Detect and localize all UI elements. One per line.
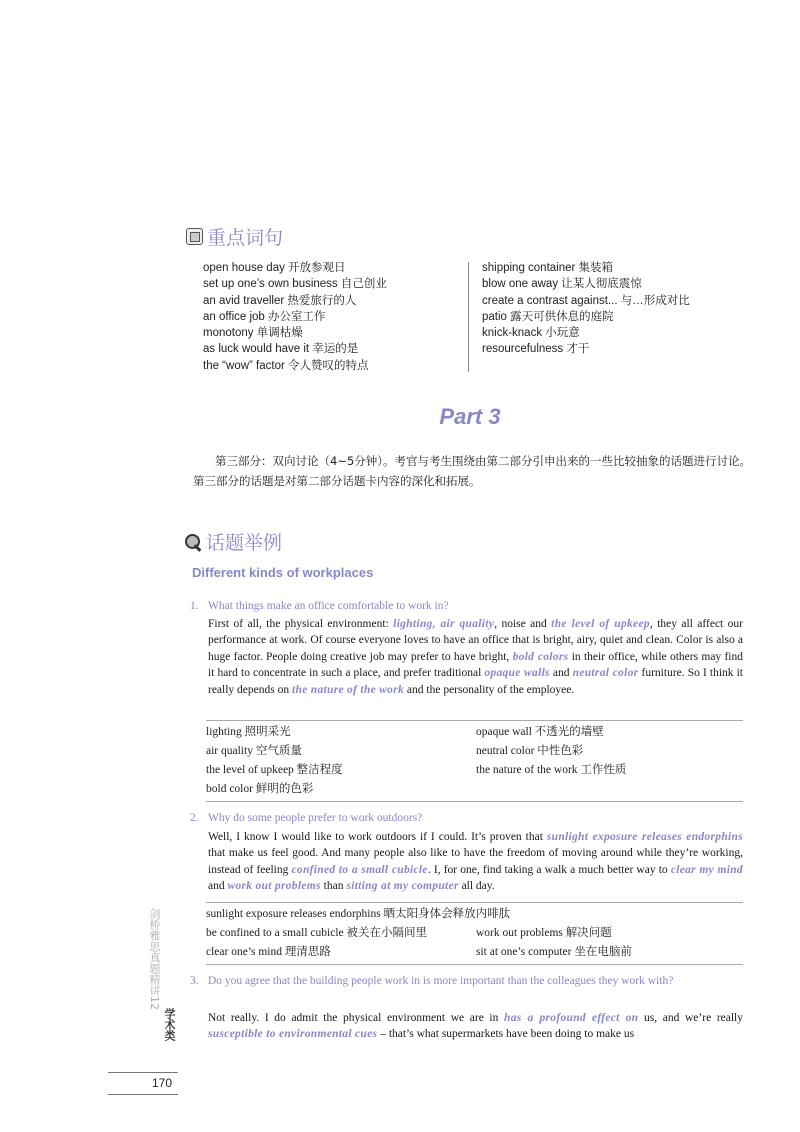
gloss-item: air quality 空气质量 [206, 745, 302, 757]
question-number: 3. [190, 975, 199, 987]
topic-examples-heading [184, 528, 282, 555]
answer-text: in their office, while others may find it hard to concentrate in such a place, and prefer traditional [208, 650, 743, 680]
answer-3 [208, 1010, 743, 1043]
gloss-item: neutral color 中性色彩 [476, 745, 584, 757]
question-3 [190, 973, 745, 990]
gloss-item: sit at one’s computer 坐在电脑前 [476, 946, 632, 958]
answer-text: . I, for one, find taking a walk a much better way to [427, 863, 671, 876]
question-number: 1. [190, 600, 199, 612]
magnifier-icon [184, 533, 202, 551]
gloss-item: the nature of the work 工作性质 [476, 764, 627, 776]
answer-text: than [320, 880, 347, 893]
answer-2 [208, 829, 743, 895]
highlight-phrase: bold colors [512, 650, 569, 663]
highlight-phrase: lighting, air quality [393, 618, 495, 630]
page-number-rule [108, 1072, 178, 1073]
answer-text: – that’s what supermarkets have been doing to make us [377, 1028, 635, 1041]
question-2 [190, 812, 422, 824]
gloss-item: sunlight exposure releases endorphins 晒太阳身体会释放内啡肽 [206, 908, 511, 920]
highlight-phrase: work out problems [227, 880, 321, 893]
gloss-item: the level of upkeep 整洁程度 [206, 764, 343, 776]
topic-examples-title: 话题举例 [206, 532, 283, 554]
highlight-phrase: neutral color [572, 667, 639, 680]
part-title: Part 3 [439, 404, 501, 429]
answer-text: Well, I know I would like to work outdoors if I could. It’s proven that [208, 831, 547, 843]
answer-text: Not really. I do admit the physical environment we are in [208, 1012, 505, 1024]
gloss-item [476, 780, 743, 799]
gloss-item: bold color 鲜明的色彩 [206, 783, 314, 795]
highlight-phrase: opaque walls [484, 667, 550, 680]
answer-text: that make us feel good. And many people also like to have the freedom of moving around while they’re working, instead of feeling [208, 847, 743, 876]
key-phrases-right [482, 260, 690, 358]
question-1 [190, 600, 449, 612]
phrase: resourcefulness 才干 [482, 343, 590, 356]
phrase: an avid traveller 热爱旅行的人 [203, 294, 357, 307]
gloss-item: opaque wall 不透光的墙壁 [476, 726, 604, 738]
gloss-item: work out problems 解决问题 [476, 927, 612, 939]
gloss-item: clear one’s mind 理清思路 [206, 946, 331, 958]
phrase: the “wow” factor 令人赞叹的特点 [203, 359, 369, 372]
answer-text: us, and we’re really [638, 1012, 743, 1024]
key-phrases-left [203, 260, 387, 374]
question-text: Do you agree that the building people work in is more important than the colleagues they work with? [208, 975, 674, 987]
highlight-phrase: confined to a small cubicle [291, 863, 428, 876]
highlight-phrase: sunlight exposure releases endorphins [546, 831, 743, 843]
key-phrases-heading [186, 223, 283, 250]
phrase: blow one away 让某人彻底震惊 [482, 278, 642, 291]
book-series-label: 剑桥雅思真题精讲12 [148, 908, 161, 1010]
phrase: monotony 单调枯燥 [203, 327, 303, 340]
phrase: set up one’s own business 自己创业 [203, 278, 387, 291]
answer-text: and the personality of the employee. [404, 683, 575, 696]
question-text: Why do some people prefer to work outdoors? [208, 812, 423, 824]
gloss-item: be confined to a small cubicle 被关在小隔间里 [206, 927, 428, 939]
answer-text: all day. [458, 880, 495, 893]
answer-text: and [549, 667, 573, 680]
question-number: 2. [190, 812, 199, 824]
highlight-phrase: the level of upkeep [551, 618, 650, 630]
answer-text: furniture. So I think it really depends on [208, 667, 743, 696]
phrase: knick-knack 小玩意 [482, 327, 580, 340]
highlight-phrase: susceptible to environmental cues [208, 1028, 378, 1041]
phrase: shipping container 集装箱 [482, 262, 614, 274]
column-divider [468, 262, 469, 372]
key-phrases-title: 重点词句 [207, 227, 284, 249]
gloss-item: lighting 照明采光 [206, 726, 291, 738]
topic-title: Different kinds of workplaces [192, 565, 374, 580]
phrase: as luck would have it 幸运的是 [203, 343, 359, 356]
page-number-rule [108, 1094, 178, 1095]
answer-text: , noise and [494, 618, 552, 630]
highlight-phrase: clear my mind [670, 863, 743, 876]
part-intro [193, 451, 768, 491]
category-label: 学术类 [163, 1008, 176, 1041]
glossary-1 [206, 720, 743, 802]
phrase: an office job 办公室工作 [203, 310, 326, 323]
phrase: create a contrast against... 与…形成对比 [482, 294, 690, 307]
highlight-phrase: has a profound effect on [504, 1012, 639, 1024]
highlight-phrase: the nature of the work [292, 683, 405, 696]
glossary-2 [206, 902, 743, 965]
answer-1 [208, 616, 743, 698]
notebook-icon [186, 228, 203, 245]
phrase: patio 露天可供休息的庭院 [482, 310, 614, 323]
answer-text: and [208, 880, 228, 893]
answer-text: First of all, the physical environment: [208, 618, 394, 630]
intro-line: 第三部分的话题是对第二部分话题卡内容的深化和拓展。 [193, 474, 481, 488]
phrase: open house day 开放参观日 [203, 262, 346, 274]
highlight-phrase: sitting at my computer [346, 880, 459, 893]
page-number: 170 [152, 1076, 173, 1090]
intro-line: 第三部分：双向讨论（4~5分钟）。考官与考生围绕由第二部分引申出来的一些比较抽象的话题进行讨论。 [215, 454, 752, 468]
answer-text: , they all affect our performance at work. Of course everyone loves to have an office that is bright, airy, quiet and clean. Color is also a huge factor. People doing creative job may prefer to have bright, [208, 618, 743, 663]
question-text: What things make an office comfortable to work in? [208, 600, 449, 612]
